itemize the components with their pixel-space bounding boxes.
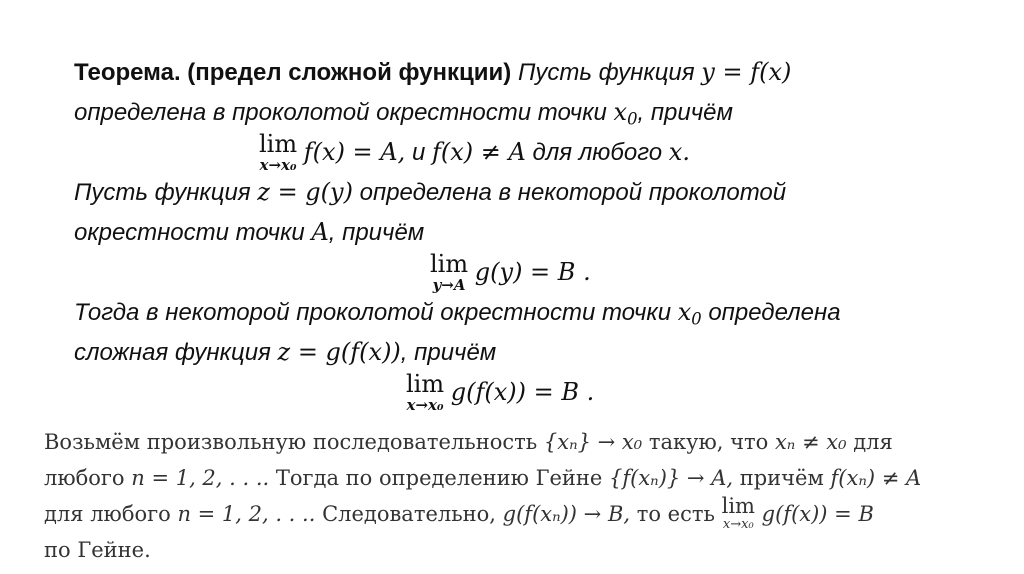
proof-line-3	[44, 496, 994, 532]
theorem-text: определена	[708, 299, 841, 326]
subscript: 0	[691, 309, 702, 329]
lim-subscript: x→x₀	[259, 156, 297, 174]
subscript: 0	[627, 109, 638, 129]
theorem-text: определена в некоторой проколотой	[359, 179, 787, 206]
proof-text: Тогда по определению Гейне	[275, 466, 603, 490]
theorem-text: , причём	[328, 219, 425, 246]
theorem-line-7	[74, 292, 974, 332]
theorem-block	[74, 52, 974, 412]
theorem-line-5	[74, 212, 974, 252]
proof-text: любого	[44, 466, 125, 490]
proof-line-4	[44, 532, 994, 568]
formula: f(x) = A,	[303, 138, 406, 166]
variable: x.	[668, 138, 690, 166]
proof-text: для любого	[44, 502, 171, 526]
proof-line-2	[44, 460, 994, 496]
limit-operator	[722, 496, 755, 531]
variable-symbol: x	[613, 98, 628, 126]
formula: f(x) ≠ A	[431, 138, 526, 166]
lim-subscript: y→A	[432, 276, 466, 294]
lim-word: lim	[259, 130, 298, 158]
lim-subscript: x→x₀	[406, 396, 444, 414]
formula: n = 1, 2, . . ..	[131, 466, 270, 490]
lim-subscript: x→x₀	[722, 517, 754, 532]
variable	[677, 298, 702, 329]
lim-word: lim	[721, 494, 755, 518]
proof-text: Следовательно,	[322, 502, 496, 526]
proof-block	[44, 424, 994, 568]
limit-operator	[259, 132, 297, 173]
theorem-text: Пусть функция	[74, 179, 251, 206]
theorem-text: определена в проколотой окрестности точки	[74, 99, 607, 126]
formula: y = f(x)	[701, 58, 792, 86]
theorem-line-3	[74, 132, 974, 172]
theorem-line-6	[74, 252, 974, 292]
formula: n = 1, 2, . . ..	[177, 502, 316, 526]
proof-text: причём	[739, 466, 824, 490]
lim-word: lim	[430, 250, 469, 278]
proof-text: такую, что	[648, 430, 769, 454]
proof-text: по Гейне.	[44, 538, 151, 562]
lim-word: lim	[406, 370, 445, 398]
formula: g(f(x)) = B .	[450, 378, 595, 406]
formula: z = g(y)	[257, 178, 353, 206]
theorem-text: , причём	[400, 339, 497, 366]
variable: A	[311, 218, 329, 246]
theorem-text: окрестности точки	[74, 219, 305, 246]
formula: {xₙ} → x₀	[543, 430, 643, 454]
theorem-text: Пусть функция	[517, 59, 695, 86]
proof-text: Возьмём произвольную последовательность	[44, 430, 538, 454]
proof-line-1	[44, 424, 994, 460]
limit-operator	[430, 252, 468, 293]
proof-text: для	[853, 430, 893, 454]
theorem-line-1	[74, 52, 974, 92]
theorem-line-9	[74, 372, 974, 412]
theorem-line-4	[74, 172, 974, 212]
theorem-text: сложная функция	[74, 339, 271, 366]
formula: g(f(xₙ)) → B,	[502, 502, 631, 526]
theorem-text: , причём	[637, 99, 733, 126]
theorem-text: Тогда в некоторой проколотой окрестности точки	[74, 299, 672, 326]
formula: xₙ ≠ x₀	[774, 430, 847, 454]
theorem-title: Теорема. (предел сложной функции)	[74, 59, 512, 86]
formula: {f(xₙ)} → A,	[609, 466, 734, 490]
formula: f(xₙ) ≠ A	[830, 466, 922, 490]
variable-symbol: x	[677, 298, 692, 326]
formula: g(f(x)) = B	[761, 502, 874, 526]
formula: g(y) = B .	[474, 258, 591, 286]
theorem-line-2	[74, 92, 974, 132]
theorem-text: для любого	[532, 139, 663, 166]
proof-text: то есть	[636, 502, 715, 526]
formula: z = g(f(x))	[277, 338, 401, 366]
limit-operator	[406, 372, 444, 413]
theorem-text: и	[411, 139, 426, 166]
theorem-line-8	[74, 332, 974, 372]
variable	[613, 98, 638, 129]
